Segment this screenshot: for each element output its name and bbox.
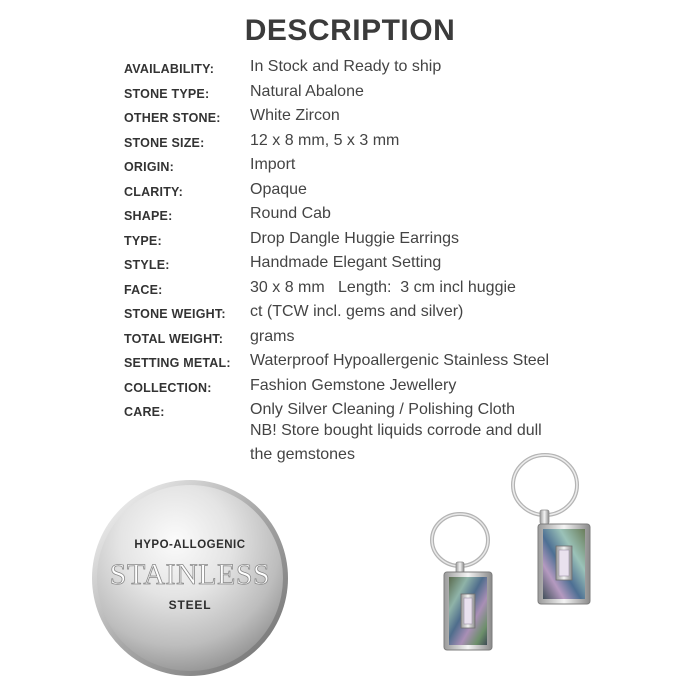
spec-value: Fashion Gemstone Jewellery [250, 376, 457, 394]
spec-value: Waterproof Hypoallergenic Stainless Steel [250, 352, 550, 369]
spec-row-origin [124, 156, 684, 181]
stainless-steel-badge [90, 478, 290, 678]
left-earring [432, 514, 492, 650]
spec-value: Drop Dangle Huggie Earrings [250, 229, 459, 247]
spec-label: COLLECTION: [124, 380, 212, 395]
page-title: DESCRIPTION [244, 14, 456, 47]
spec-value: grams [250, 327, 295, 345]
care-note-line-1: NB! Store bought liquids corrode and dull [250, 422, 542, 439]
spec-value: 30 x 8 mm Length: 3 cm incl huggie [250, 278, 516, 296]
spec-value: ct (TCW incl. gems and silver) [250, 303, 464, 320]
right-zircon [559, 550, 569, 576]
spec-row-clarity [124, 181, 684, 206]
spec-value: Only Silver Cleaning / Polishing Cloth [250, 401, 516, 418]
spec-row-setting-metal [124, 352, 684, 377]
spec-row-shape [124, 205, 684, 230]
spec-row-face [124, 279, 684, 304]
left-zircon [464, 598, 472, 624]
spec-label: SETTING METAL: [124, 356, 231, 370]
spec-value: White Zircon [250, 107, 340, 124]
badge-top-text: HYPO-ALLOGENIC [134, 539, 246, 551]
care-note-line-2: the gemstones [250, 446, 355, 463]
earrings-image [400, 440, 600, 700]
spec-row-collection [124, 377, 684, 402]
spec-value: Natural Abalone [250, 82, 364, 100]
spec-value: Round Cab [250, 205, 331, 222]
spec-label: STONE TYPE: [124, 86, 210, 101]
spec-row-other-stone [124, 107, 684, 132]
spec-label: ORIGIN: [124, 160, 175, 174]
badge-bottom-text: STEEL [168, 598, 212, 612]
spec-list [124, 58, 684, 426]
spec-value: 12 x 8 mm, 5 x 3 mm [250, 131, 400, 149]
right-bail [540, 510, 549, 524]
spec-row-type [124, 230, 684, 255]
spec-row-stone-size [124, 132, 684, 157]
spec-row-stone-type [124, 83, 684, 108]
spec-row-style [124, 254, 684, 279]
spec-row-availability [124, 58, 684, 83]
spec-label: TYPE: [124, 233, 162, 248]
spec-row-total-weight [124, 328, 684, 353]
spec-value: Import [250, 156, 296, 173]
spec-value: Handmade Elegant Setting [250, 254, 442, 271]
spec-label: STONE WEIGHT: [124, 307, 226, 321]
spec-value: Opaque [250, 180, 307, 198]
spec-label: STONE SIZE: [124, 135, 205, 150]
spec-label: SHAPE: [124, 209, 173, 223]
spec-row-stone-weight [124, 303, 684, 328]
spec-label: TOTAL WEIGHT: [124, 331, 224, 346]
spec-label: CLARITY: [124, 184, 183, 199]
spec-label: FACE: [124, 282, 163, 297]
badge-main-text: STAINLESS [109, 558, 271, 591]
right-earring [513, 455, 590, 604]
spec-label: OTHER STONE: [124, 111, 221, 125]
spec-label: STYLE: [124, 258, 170, 272]
spec-label: CARE: [124, 405, 165, 419]
spec-label: AVAILABILITY: [124, 62, 215, 76]
spec-value: In Stock and Ready to ship [250, 58, 442, 75]
